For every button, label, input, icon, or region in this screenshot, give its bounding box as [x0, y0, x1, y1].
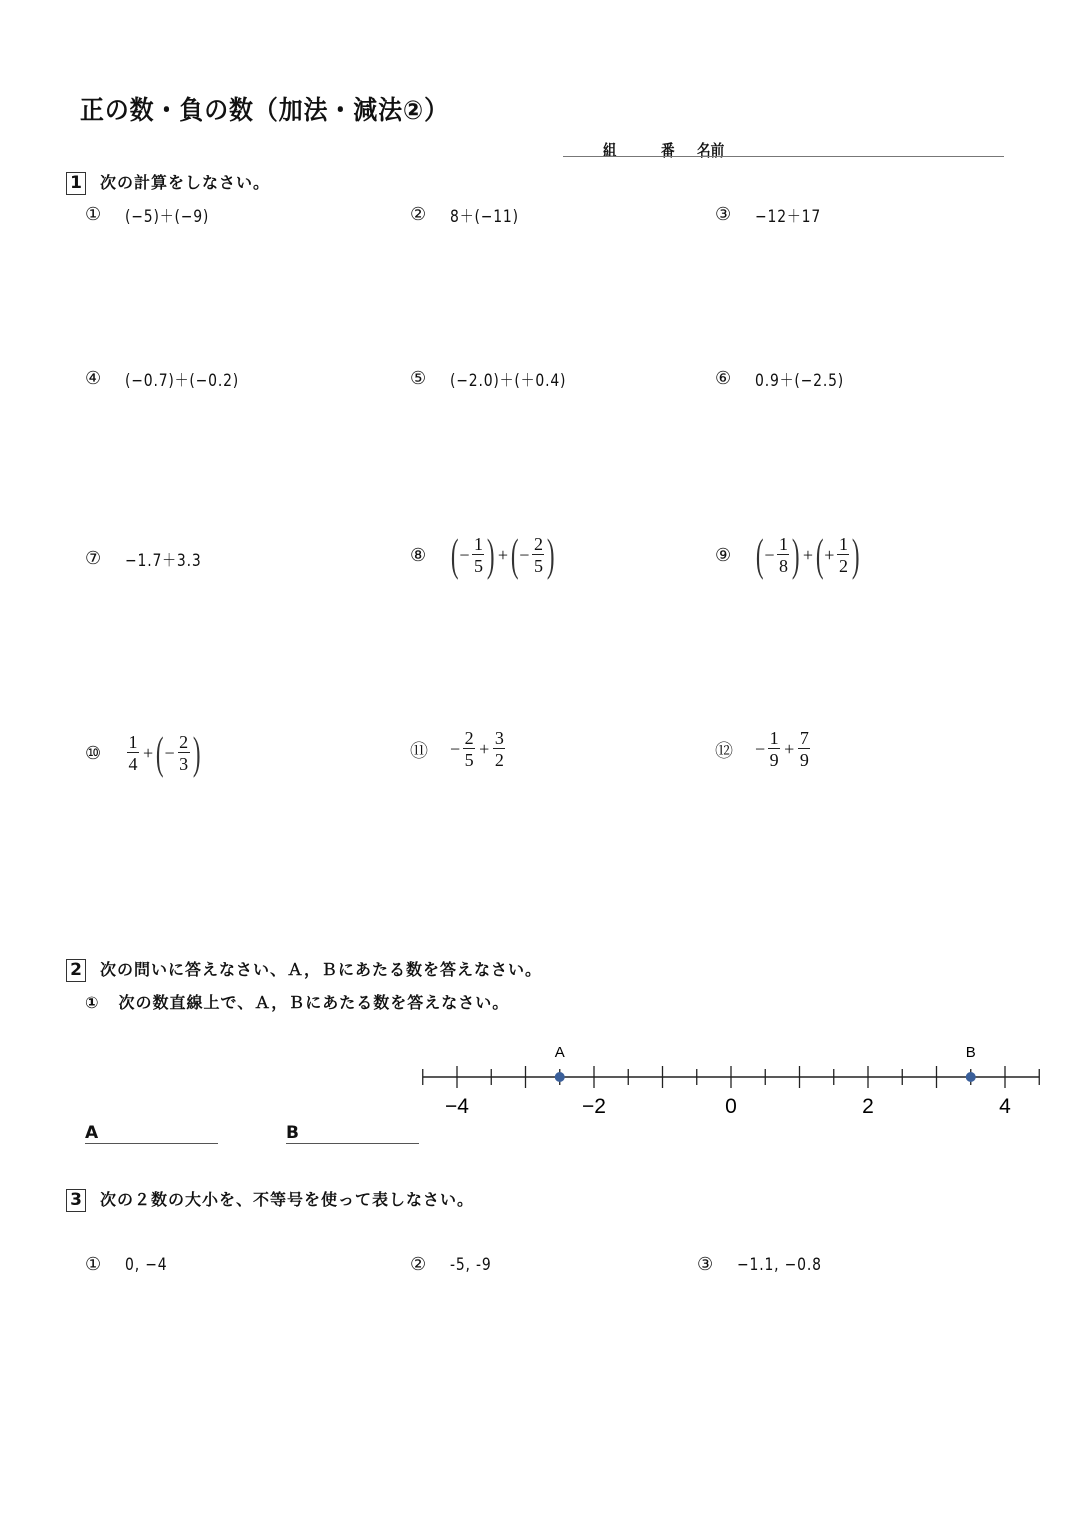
denominator: 2	[838, 555, 848, 576]
sign: −	[764, 544, 775, 565]
problem-marker: ④	[85, 368, 102, 389]
page-title: 正の数・負の数（加法・減法②）	[80, 96, 449, 126]
fraction	[472, 534, 484, 577]
tick-label: 2	[862, 1095, 874, 1118]
section-instruction: 次の計算をしなさい。	[100, 173, 271, 192]
plus-operator: +	[143, 742, 154, 763]
fraction	[798, 728, 810, 771]
comparison-item	[410, 1254, 501, 1275]
section-instruction: 次の問いに答えなさい、Ａ，Ｂにあたる数を答えなさい。	[100, 960, 543, 979]
problem-expression: 8＋(−11)	[450, 207, 519, 227]
numerator: 3	[494, 728, 504, 748]
plus-operator: +	[497, 544, 508, 565]
section2-header	[66, 957, 542, 982]
fraction-expression	[450, 728, 507, 771]
answer-a-field[interactable]	[85, 1123, 218, 1144]
problem-item	[715, 530, 861, 580]
problem-marker: ⑦	[85, 548, 102, 569]
section3-header	[66, 1187, 474, 1212]
numerator: 2	[533, 533, 543, 554]
fraction-expression	[450, 530, 556, 580]
problem-item	[410, 202, 534, 227]
numerator: 1	[838, 533, 848, 554]
problem-marker: ⑥	[715, 368, 732, 389]
numerator: 7	[799, 728, 809, 748]
comparison-values: 0, −4	[125, 1254, 168, 1275]
problem-item	[85, 546, 218, 571]
problem-item	[410, 728, 507, 771]
right-paren: )	[792, 529, 800, 580]
tick-label: −2	[582, 1095, 606, 1118]
left-paren: (	[450, 529, 459, 580]
problem-marker: ⑩	[85, 742, 102, 764]
answer-b-label: B	[286, 1123, 299, 1143]
problem-item	[85, 728, 201, 778]
name-label: 名前	[697, 141, 725, 160]
problem-marker: ⑫	[715, 740, 733, 762]
problem-marker: ③	[715, 204, 732, 225]
fraction	[532, 534, 544, 577]
numerator: 1	[778, 533, 788, 554]
answer-a-label: A	[85, 1123, 99, 1143]
problem-item	[410, 366, 592, 391]
problem-expression: (−2.0)＋(＋0.4)	[450, 371, 567, 391]
sign: −	[519, 544, 530, 565]
right-paren: )	[852, 529, 860, 580]
answer-b-field[interactable]	[286, 1123, 419, 1144]
point-b	[966, 1072, 976, 1082]
problem-marker: ①	[85, 1254, 102, 1275]
tick-label: 4	[999, 1095, 1011, 1118]
problem-expression: (−5)＋(−9)	[125, 207, 210, 227]
tick-label: −4	[445, 1095, 469, 1118]
tick-label: 0	[725, 1095, 737, 1118]
problem-marker: ②	[410, 1254, 427, 1275]
section2-subquestion	[85, 990, 509, 1013]
sign: −	[459, 544, 470, 565]
fraction	[463, 728, 475, 771]
numerator: 2	[179, 731, 189, 752]
class-label: 組	[603, 141, 617, 160]
denominator: 4	[128, 753, 138, 774]
problem-item	[410, 530, 556, 580]
numerator: 2	[464, 728, 474, 748]
numerator: 1	[769, 728, 779, 748]
point-a	[555, 1072, 565, 1082]
plus-operator: +	[802, 544, 813, 565]
comparison-values: −1.1, −0.8	[737, 1254, 822, 1275]
right-paren: )	[487, 529, 495, 580]
sub-marker: ①	[85, 993, 99, 1012]
comparison-item	[85, 1254, 177, 1275]
right-paren: )	[192, 727, 201, 778]
problem-marker: ⑧	[410, 544, 427, 566]
right-paren: )	[547, 529, 555, 580]
problem-expression: 0.9＋(−2.5)	[755, 371, 845, 391]
section-number-box: 1	[66, 172, 86, 195]
problem-marker: ⑨	[715, 544, 732, 566]
problem-marker: ⑤	[410, 368, 427, 389]
comparison-values: -5, -9	[450, 1254, 492, 1275]
section-number-box: 2	[66, 959, 86, 982]
left-paren: (	[155, 727, 164, 778]
problem-expression: (−0.7)＋(−0.2)	[125, 371, 240, 391]
fraction-expression	[755, 728, 812, 771]
problem-item	[85, 366, 264, 391]
fraction	[178, 732, 190, 775]
number-label: 番	[661, 141, 675, 160]
fraction-expression	[125, 728, 201, 778]
left-paren: (	[755, 529, 764, 580]
problem-item	[715, 728, 812, 771]
plus-operator: +	[479, 739, 490, 759]
section-number-box: 3	[66, 1189, 86, 1212]
section1-header	[66, 170, 270, 195]
problem-expression: −12＋17	[755, 207, 822, 227]
problem-expression: −1.7＋3.3	[125, 551, 202, 571]
sign: −	[164, 742, 175, 763]
numerator: 1	[473, 533, 483, 554]
comparison-item	[697, 1254, 840, 1275]
left-paren: (	[510, 529, 519, 580]
sign: −	[450, 739, 461, 759]
name-input-line[interactable]	[563, 156, 1004, 157]
section-instruction: 次の２数の大小を、不等号を使って表しなさい。	[100, 1190, 475, 1209]
left-paren: (	[815, 529, 824, 580]
problem-marker: ⑪	[410, 740, 428, 762]
denominator: 8	[778, 555, 788, 576]
point-label: A	[554, 1044, 565, 1061]
fraction	[837, 534, 849, 577]
sign: +	[824, 544, 835, 565]
problem-marker: ③	[697, 1254, 714, 1275]
number-line	[0, 1030, 1086, 1130]
numerator: 1	[128, 731, 138, 752]
fraction	[493, 728, 505, 771]
sign: −	[755, 739, 766, 759]
fraction	[127, 732, 139, 775]
plus-operator: +	[784, 739, 795, 759]
fraction-expression	[755, 530, 861, 580]
problem-marker: ②	[410, 204, 427, 225]
sub-instruction: 次の数直線上で、Ａ，Ｂにあたる数を答えなさい。	[118, 993, 510, 1012]
point-label: B	[965, 1044, 976, 1061]
denominator: 3	[179, 753, 189, 774]
fraction	[777, 534, 789, 577]
denominator: 5	[473, 555, 483, 576]
problem-item	[715, 202, 836, 227]
problem-item	[85, 202, 228, 227]
problem-item	[715, 366, 864, 391]
denominator: 5	[533, 555, 543, 576]
problem-marker: ①	[85, 204, 102, 225]
denominator: 9	[799, 750, 809, 770]
fraction	[768, 728, 780, 771]
denominator: 5	[464, 750, 474, 770]
denominator: 9	[769, 750, 779, 770]
denominator: 2	[494, 750, 504, 770]
